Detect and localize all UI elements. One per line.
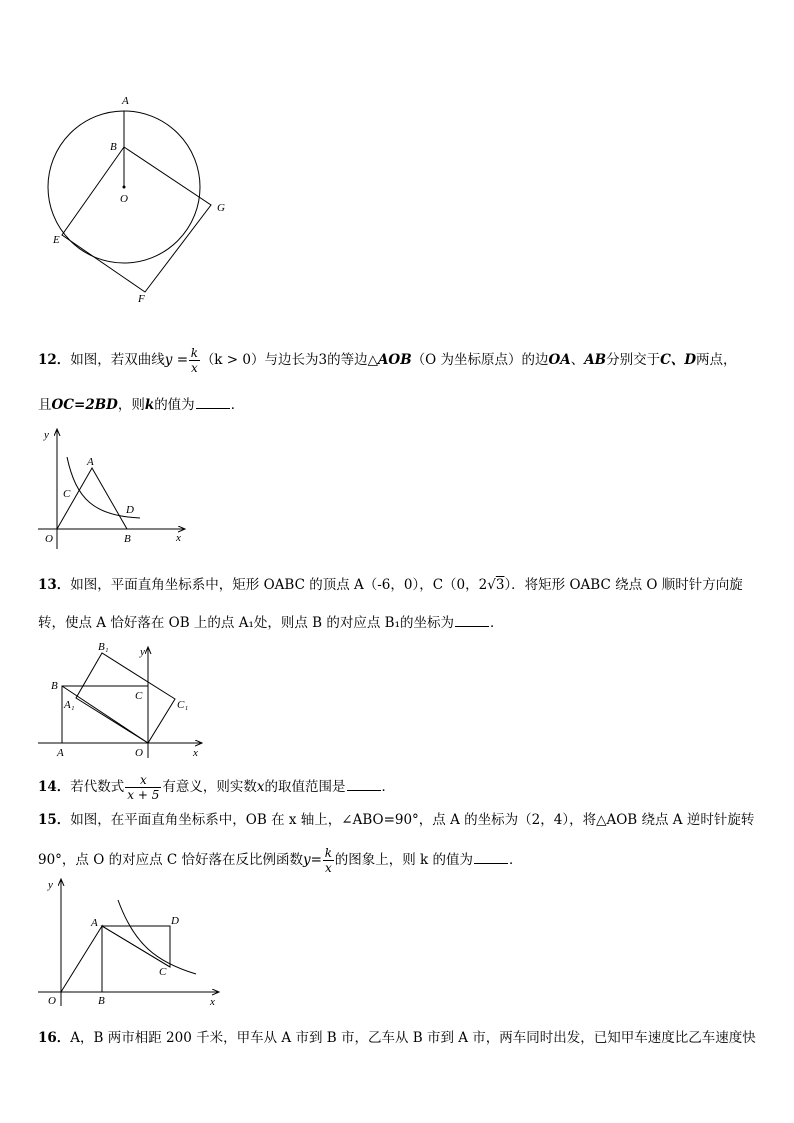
q13-sqrt-sign: √ [487, 577, 496, 593]
label-d: D [126, 504, 134, 516]
q12-answer-blank [196, 394, 230, 409]
q13-end: ． [489, 615, 504, 631]
label-o: O [120, 193, 128, 205]
label-x: x [210, 996, 215, 1008]
rectangle-rotated [76, 653, 175, 743]
q15-text-line1: 如图，在平面直角坐标系中，OB 在 x 轴上，∠ABO=90°，点 A 的坐标为（2，4），将△AOB 绕点 A 逆时针旋转 [70, 812, 755, 828]
q14-frac-den: x + 5 [127, 788, 160, 802]
q12-seg2: AB [584, 352, 607, 368]
label-g: G [217, 202, 225, 214]
label-b1: B₁ [98, 641, 109, 653]
label-x: x [193, 747, 198, 759]
label-c: C [159, 966, 167, 978]
q12-line2-b: ，则 [117, 397, 145, 413]
figure-rotated-rectangle [36, 638, 206, 760]
label-d: D [171, 915, 179, 927]
q14-text-a: 若代数式 [70, 779, 125, 795]
center-point [123, 186, 126, 189]
label-c1: C₁ [177, 699, 189, 711]
q12-var: k [144, 397, 155, 413]
q12-frac-num: k [190, 346, 199, 360]
q13-line2 [38, 612, 503, 633]
q16-line1 [38, 1028, 756, 1048]
q15-line2 [38, 846, 523, 875]
q12-text-e: 两点， [696, 352, 737, 368]
q15-frac-num: k [324, 846, 332, 860]
label-f: F [138, 293, 145, 305]
q13-number: 13． [38, 577, 71, 593]
label-a: A [91, 917, 98, 929]
figure-rotation-hyperbola [36, 874, 226, 1009]
figure-hyperbola-triangle [36, 424, 196, 549]
q12-line1 [38, 346, 737, 375]
label-e: E [53, 234, 60, 246]
label-a: A [87, 456, 94, 468]
figure-circle-square [40, 95, 240, 305]
q12-end: ． [230, 397, 245, 413]
label-a: A [57, 747, 64, 759]
label-c: C [63, 488, 71, 500]
q12-line2-c: 的值为 [154, 397, 195, 413]
q12-number: 12． [38, 352, 71, 368]
label-b: B [110, 141, 117, 153]
q12-line2 [38, 394, 244, 415]
q13-line1 [38, 575, 743, 595]
q14-line [38, 773, 395, 802]
segment-ad [102, 926, 170, 967]
label-c: C [135, 690, 143, 702]
q15-end: ． [509, 852, 523, 868]
label-y: y [48, 879, 53, 891]
q14-text-b: 有意义，则实数 [162, 779, 257, 795]
q12-sep: 、 [570, 352, 585, 368]
triangle-aob [61, 926, 102, 992]
q12-line2-a: 且 [38, 397, 52, 413]
q12-fraction [189, 346, 200, 375]
q15-frac-den: x [324, 861, 332, 875]
q14-end: ． [381, 779, 396, 795]
q15-line1 [38, 810, 754, 830]
label-a1: A₁ [64, 699, 75, 711]
q15-number: 15． [38, 812, 71, 828]
q12-cond2: OC=2BD [51, 397, 118, 413]
label-x: x [176, 532, 181, 544]
q12-seg1: OA [548, 352, 571, 368]
q14-var: x [256, 779, 265, 795]
q15-fraction [323, 846, 334, 875]
q12-frac-den: x [191, 361, 198, 375]
label-o: O [45, 533, 53, 545]
q15-text-line2-b: 的图象上，则 k 的值为 [334, 852, 473, 868]
q14-frac-num: x [139, 773, 147, 787]
q12-text-a: 如图，若双曲线 [70, 352, 165, 368]
label-y: y [140, 646, 145, 658]
q15-answer-blank [474, 849, 508, 864]
q12-text-d: 分别交于 [606, 352, 661, 368]
q14-number: 14． [38, 779, 71, 795]
q15-y: y= [303, 852, 322, 868]
label-o: O [48, 995, 56, 1007]
hyperbola-curve [118, 900, 196, 974]
q13-sqrt-value: 3 [495, 577, 505, 593]
label-b: B [51, 680, 58, 692]
q13-text-line1-end: ）．将矩形 OABC 绕点 O 顺时针方向旋 [504, 577, 743, 593]
q12-text-b: 与边长为3的等边 [264, 352, 368, 368]
q12-text-c: （O 为坐标原点）的边 [411, 352, 549, 368]
q16-text-line1: A，B 两市相距 200 千米，甲车从 A 市到 B 市，乙车从 B 市到 A 市，两车同时出发，已知甲车速度比乙车速度快 [70, 1030, 756, 1046]
q13-text-line1: 如图，平面直角坐标系中，矩形 OABC 的顶点 A（-6，0），C（0，2 [70, 577, 488, 593]
q12-triangle: △AOB [367, 352, 412, 368]
q15-text-line2-a: 90°，点 O 的对应点 C 恰好落在反比例函数 [38, 852, 303, 868]
q12-cond: （k > 0） [200, 352, 265, 368]
label-b: B [98, 995, 105, 1007]
q12-y: y = [164, 352, 189, 368]
q16-number: 16． [38, 1030, 71, 1046]
label-o: O [135, 747, 143, 759]
q14-fraction [125, 773, 161, 802]
q14-text-c: 的取值范围是 [264, 779, 346, 795]
label-y: y [44, 429, 49, 441]
q12-points: C、D [660, 352, 697, 368]
square-begf [62, 147, 211, 292]
q14-answer-blank [347, 776, 381, 791]
label-b: B [124, 533, 131, 545]
q13-text-line2: 转，使点 A 恰好落在 OB 上的点 A₁处，则点 B 的对应点 B₁的坐标为 [38, 615, 454, 631]
label-a: A [122, 95, 129, 107]
q13-answer-blank [455, 612, 489, 627]
